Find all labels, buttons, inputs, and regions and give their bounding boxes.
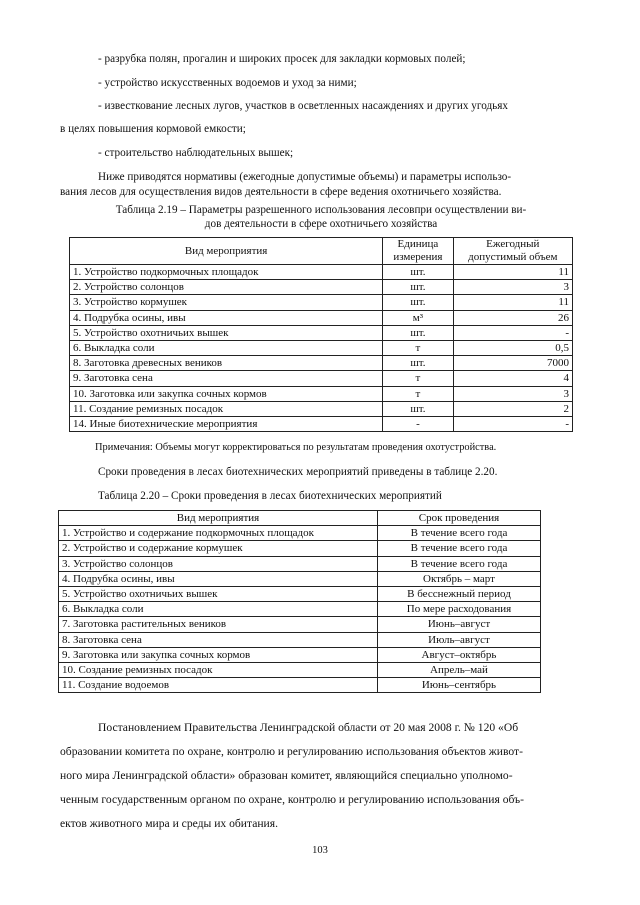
table-row <box>70 295 573 310</box>
table-row <box>70 280 573 295</box>
table-header-row <box>70 238 573 265</box>
table-row <box>70 356 573 371</box>
row-activity: 11. Создание водоемов <box>59 678 378 693</box>
row-activity: 6. Выкладка соли <box>70 341 383 356</box>
table-row <box>70 265 573 280</box>
row-term: В бесснежный период <box>377 587 540 602</box>
table2-intro: Сроки проведения в лесах биотехнических мероприятий приведены в таблице 2.20. <box>98 466 498 478</box>
bullet-line-1: - разрубка полян, прогалин и широких просек для закладки кормовых полей; <box>98 53 466 65</box>
table-row <box>59 632 541 647</box>
closing-line-3: ного мира Ленинградской области» образован комитет, являющийся специально уполномо- <box>60 769 513 782</box>
row-value: 26 <box>453 310 572 325</box>
closing-line-4: ченным государственным органом по охране, контролю и регулированию использования объ- <box>60 793 524 806</box>
intro-line-1: Ниже приводятся нормативы (ежегодные допустимые объемы) и параметры использо- <box>98 171 512 183</box>
row-activity: 6. Выкладка соли <box>59 602 378 617</box>
row-unit: шт. <box>383 401 453 416</box>
row-activity: 14. Иные биотехнические мероприятия <box>70 417 383 432</box>
row-activity: 5. Устройство охотничьих вышек <box>70 325 383 340</box>
row-term: В течение всего года <box>377 556 540 571</box>
row-activity: 11. Создание ремизных посадок <box>70 401 383 416</box>
row-unit: м³ <box>383 310 453 325</box>
bullet-line-4: - строительство наблюдательных вышек; <box>98 147 294 159</box>
table-row <box>70 325 573 340</box>
row-activity: 5. Устройство охотничьих вышек <box>59 587 378 602</box>
header-unit: Единица измерения <box>383 238 453 265</box>
closing-line-2: образовании комитета по охране, контролю и регулированию использования объектов живот- <box>60 745 523 758</box>
table-row <box>59 678 541 693</box>
bullet-line-3-cont: в целях повышения кормовой емкости; <box>60 123 246 135</box>
table-row <box>70 386 573 401</box>
row-unit: шт. <box>383 325 453 340</box>
header-term: Срок проведения <box>377 511 540 526</box>
table-row <box>59 587 541 602</box>
table1-note: Примечания: Объемы могут корректироваться по результатам проведения охотустройства. <box>95 442 497 453</box>
row-activity: 3. Устройство кормушек <box>70 295 383 310</box>
closing-line-1: Постановлением Правительства Ленинградской области от 20 мая 2008 г. № 120 «Об <box>98 721 519 734</box>
bullet-line-3: - известкование лесных лугов, участков в осветленных насаждениях и других угодьях <box>98 100 509 112</box>
row-unit: шт. <box>383 280 453 295</box>
row-value: 11 <box>453 295 572 310</box>
table-row <box>70 310 573 325</box>
row-activity: 9. Заготовка или закупка сочных кормов <box>59 647 378 662</box>
intro-line-2: вания лесов для осуществления видов деятельности в сфере ведения охотничьего хозяйства. <box>60 186 502 198</box>
table-row <box>70 417 573 432</box>
terms-table <box>58 510 541 693</box>
row-activity: 1. Устройство подкормочных площадок <box>70 265 383 280</box>
permitted-use-table <box>69 237 573 432</box>
row-activity: 2. Устройство и содержание кормушек <box>59 541 378 556</box>
row-activity: 1. Устройство и содержание подкормочных площадок <box>59 526 378 541</box>
table1-caption-1: Таблица 2.19 – Параметры разрешенного использования лесовпри осуществлении ви- <box>115 204 527 216</box>
row-unit: т <box>383 341 453 356</box>
row-activity: 10. Заготовка или закупка сочных кормов <box>70 386 383 401</box>
row-term: Апрель–май <box>377 663 540 678</box>
row-activity: 10. Создание ремизных посадок <box>59 663 378 678</box>
table-header-row <box>59 511 541 526</box>
table-row <box>59 571 541 586</box>
row-activity: 7. Заготовка растительных веников <box>59 617 378 632</box>
table2-caption: Таблица 2.20 – Сроки проведения в лесах биотехнических мероприятий <box>98 490 442 502</box>
row-activity: 4. Подрубка осины, ивы <box>70 310 383 325</box>
row-unit: т <box>383 371 453 386</box>
row-value: - <box>453 417 572 432</box>
table-row <box>70 341 573 356</box>
table-row <box>59 541 541 556</box>
table-row <box>59 556 541 571</box>
row-term: Июль–август <box>377 632 540 647</box>
row-activity: 9. Заготовка сена <box>70 371 383 386</box>
row-unit: - <box>383 417 453 432</box>
row-term: Август–октябрь <box>377 647 540 662</box>
row-unit: т <box>383 386 453 401</box>
table-row <box>59 617 541 632</box>
row-activity: 4. Подрубка осины, ивы <box>59 571 378 586</box>
row-unit: шт. <box>383 356 453 371</box>
row-unit: шт. <box>383 295 453 310</box>
closing-line-5: ектов животного мира и среды их обитания. <box>60 817 278 830</box>
header-activity: Вид мероприятия <box>59 511 378 526</box>
row-activity: 3. Устройство солонцов <box>59 556 378 571</box>
row-term: В течение всего года <box>377 541 540 556</box>
table-row <box>70 371 573 386</box>
header-annual-volume: Ежегодный допустимый объем <box>453 238 572 265</box>
row-value: 3 <box>453 280 572 295</box>
table-row <box>70 401 573 416</box>
row-value: 0,5 <box>453 341 572 356</box>
row-value: 2 <box>453 401 572 416</box>
row-term: В течение всего года <box>377 526 540 541</box>
table-row <box>59 647 541 662</box>
row-value: 11 <box>453 265 572 280</box>
row-term: Июнь–август <box>377 617 540 632</box>
row-unit: шт. <box>383 265 453 280</box>
page-number: 103 <box>312 845 328 856</box>
table1-caption-2: дов деятельности в сфере охотничьего хозяйства <box>204 218 438 230</box>
row-value: 7000 <box>453 356 572 371</box>
row-activity: 8. Заготовка сена <box>59 632 378 647</box>
header-activity: Вид мероприятия <box>70 238 383 265</box>
row-value: - <box>453 325 572 340</box>
row-value: 3 <box>453 386 572 401</box>
row-activity: 8. Заготовка древесных веников <box>70 356 383 371</box>
row-term: По мере расходования <box>377 602 540 617</box>
row-activity: 2. Устройство солонцов <box>70 280 383 295</box>
row-term: Июнь–сентябрь <box>377 678 540 693</box>
table-row <box>59 663 541 678</box>
table-row <box>59 602 541 617</box>
row-value: 4 <box>453 371 572 386</box>
table-row <box>59 526 541 541</box>
bullet-line-2: - устройство искусственных водоемов и уход за ними; <box>98 77 357 89</box>
row-term: Октябрь – март <box>377 571 540 586</box>
